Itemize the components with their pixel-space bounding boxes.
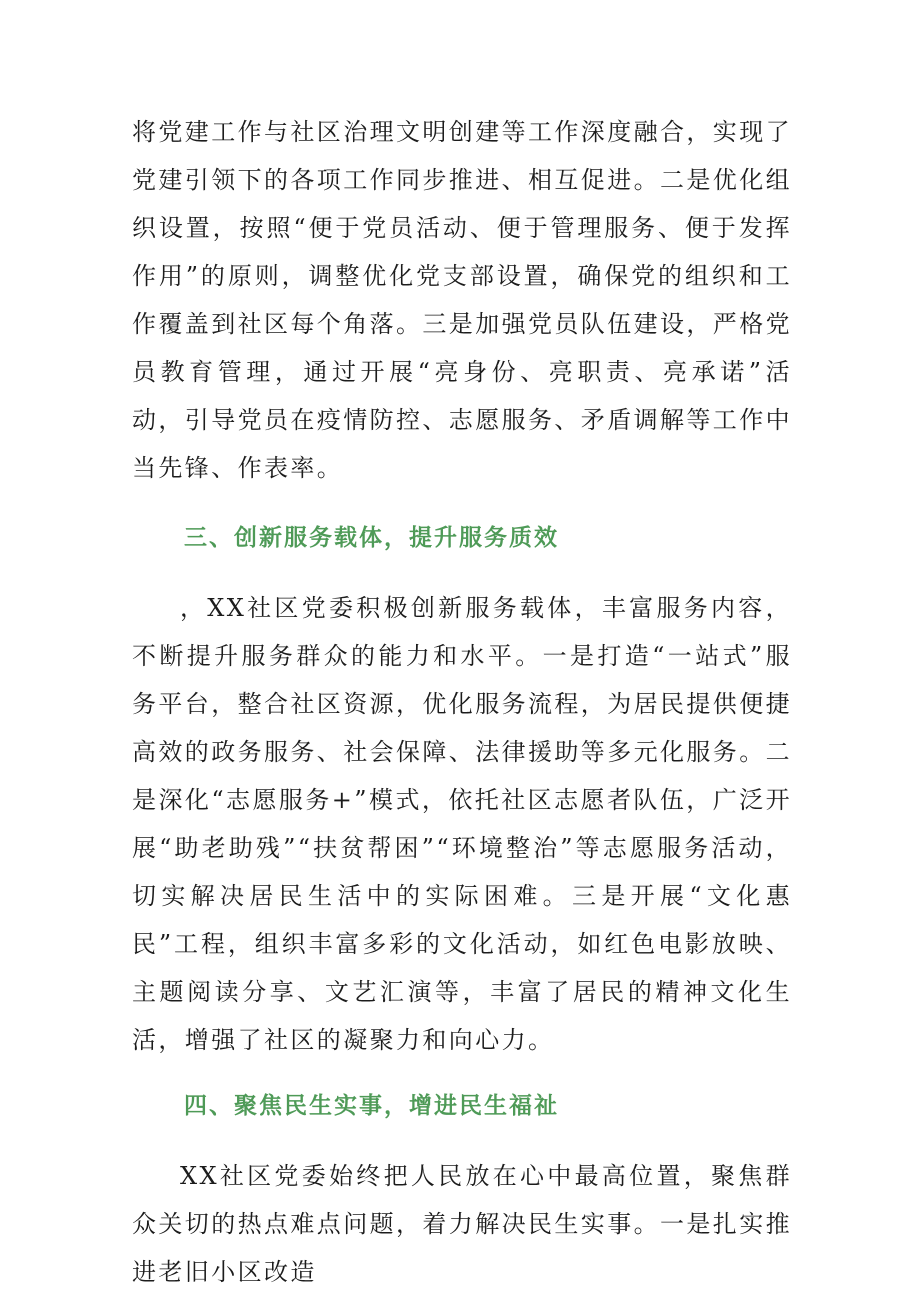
- document-body: [132, 108, 792, 1296]
- body-paragraph: ，XX社区党委积极创新服务载体，丰富服务内容，不断提升服务群众的能力和水平。一是打造“一站式”服务平台，整合社区资源，优化服务流程，为居民提供便捷高效的政务服务、社会保障、法律援助等多元化服务。二是深化“志愿服务+”模式，依托社区志愿者队伍，广泛开展“助老助残”“扶贫帮困”“环境整治”等志愿服务活动，切实解决居民生活中的实际困难。三是开展“文化惠民”工程，组织丰富多彩的文化活动，如红色电影放映、主题阅读分享、文艺汇演等，丰富了居民的精神文化生活，增强了社区的凝聚力和向心力。: [132, 594, 792, 1054]
- body-paragraph: XX社区党委始终把人民放在心中最高位置，聚焦群众关切的热点难点问题，着力解决民生实事。一是扎实推进老旧小区改造: [132, 1162, 792, 1286]
- body-paragraph: 将党建工作与社区治理文明创建等工作深度融合，实现了党建引领下的各项工作同步推进、相互促进。二是优化组织设置，按照“便于党员活动、便于管理服务、便于发挥作用”的原则，调整优化党支部设置，确保党的组织和工作覆盖到社区每个角落。三是加强党员队伍建设，严格党员教育管理，通过开展“亮身份、亮职责、亮承诺”活动，引导党员在疫情防控、志愿服务、矛盾调解等工作中当先锋、作表率。: [132, 118, 792, 482]
- section-heading-4: 四、聚焦民生实事，增进民生福祉: [184, 1092, 559, 1119]
- section-heading-3: 三、创新服务载体，提升服务质效: [184, 524, 559, 551]
